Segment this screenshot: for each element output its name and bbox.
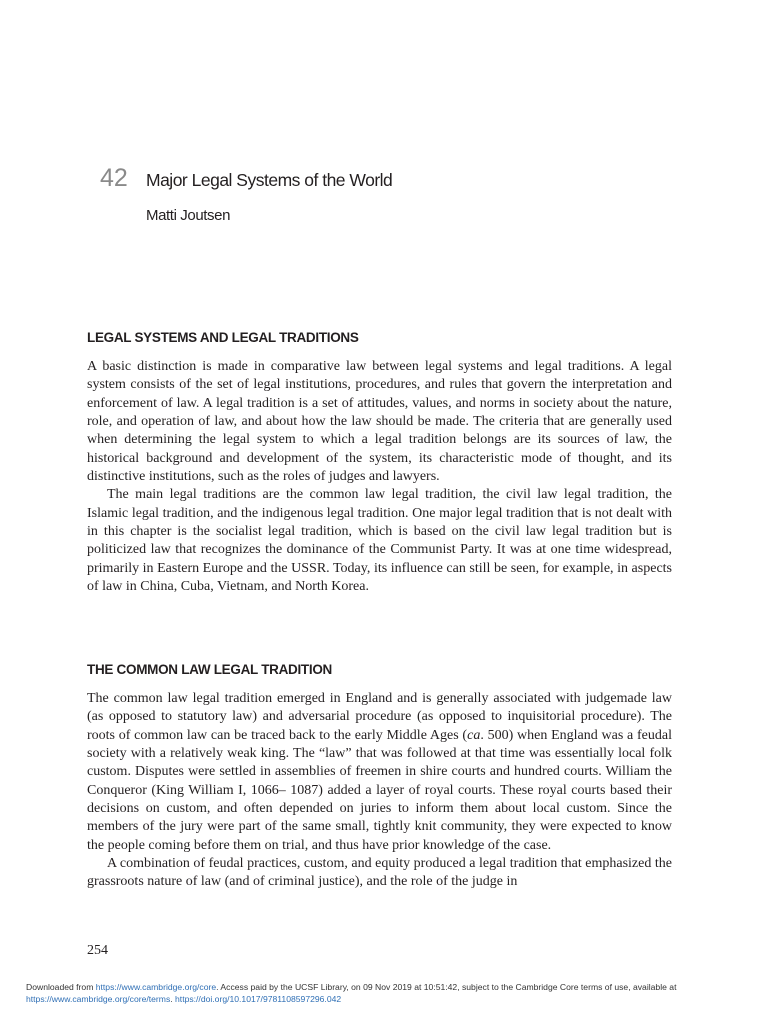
section-body-legal-systems <box>87 358 672 596</box>
chapter-author: Matti Joutsen <box>146 207 231 224</box>
chapter-number: 42 <box>100 164 128 192</box>
section-body-common-law <box>87 690 672 892</box>
doi-link[interactable]: https://doi.org/10.1017/9781108597296.042 <box>175 994 342 1004</box>
terms-link[interactable]: https://www.cambridge.org/core/terms <box>26 994 171 1004</box>
page-number: 254 <box>87 943 108 958</box>
footer-text: Downloaded from <box>26 982 96 992</box>
text-run: . 500) when England was a feudal society with a relatively weak king. The “law” that was followed at that time was essentially local folk custom. Disputes were settled in assemblies of freemen in shire courts and hundred courts. William the Conqueror (King William I, 1066– 1087) added a layer of royal courts. These royal courts based their decisions on custom, and often depended on juries to inform them about local custom. Since the members of the jury were part of the same small, tightly knit community, they were expected to know the people coming before them on trial, and thus have prior knowledge of the case. <box>87 727 672 853</box>
text-run: The common law legal tradition emerged in England and is generally associated with judgemade law (as opposed to statutory law) and adversarial procedure (as opposed to inquisitorial procedure). The roots of common law can be traced back to the early Middle Ages ( <box>87 691 672 743</box>
italic-abbreviation: ca <box>467 727 481 743</box>
footer-separator: . <box>170 994 176 1004</box>
download-footer <box>26 981 748 1005</box>
paragraph <box>87 690 672 855</box>
chapter-title: Major Legal Systems of the World <box>146 170 393 190</box>
paragraph: A basic distinction is made in comparative law between legal systems and legal traditions. A legal system consists of the set of legal institutions, procedures, and rules that govern the interpretation and enforcement of law. A legal tradition is a set of attitudes, values, and norms in society about the nature, role, and operation of law, and about how the law should be made. The criteria that are generally used when determining the legal system to which a legal tradition belongs are its sources of law, the historical background and development of the system, its characteristic mode of thought, and its distinctive institutions, such as the roles of judges and lawyers. <box>87 359 672 485</box>
footer-text: . Access paid by the UCSF Library, on 09 Nov 2019 at 10:51:42, subject to the Cambridge Core terms of use, available at <box>216 982 677 992</box>
chapter-header <box>100 164 392 193</box>
section-heading-legal-systems: LEGAL SYSTEMS AND LEGAL TRADITIONS <box>87 330 359 345</box>
section-heading-common-law: THE COMMON LAW LEGAL TRADITION <box>87 662 332 677</box>
paragraph: The main legal traditions are the common law legal tradition, the civil law legal tradition, the Islamic legal tradition, and the indigenous legal tradition. One major legal tradition that is not dealt with in this chapter is the socialist legal tradition, which is based on the civil law legal tradition but is politicized law that recognizes the dominance of the Communist Party. It was at one time widespread, primarily in Eastern Europe and the USSR. Today, its influence can still be seen, for example, in aspects of law in China, Cuba, Vietnam, and North Korea. <box>87 487 672 595</box>
paragraph: A combination of feudal practices, custom, and equity produced a legal tradition that emphasized the grassroots nature of law (and of criminal justice), and the role of the judge in <box>87 856 672 890</box>
core-link[interactable]: https://www.cambridge.org/core <box>95 982 217 992</box>
